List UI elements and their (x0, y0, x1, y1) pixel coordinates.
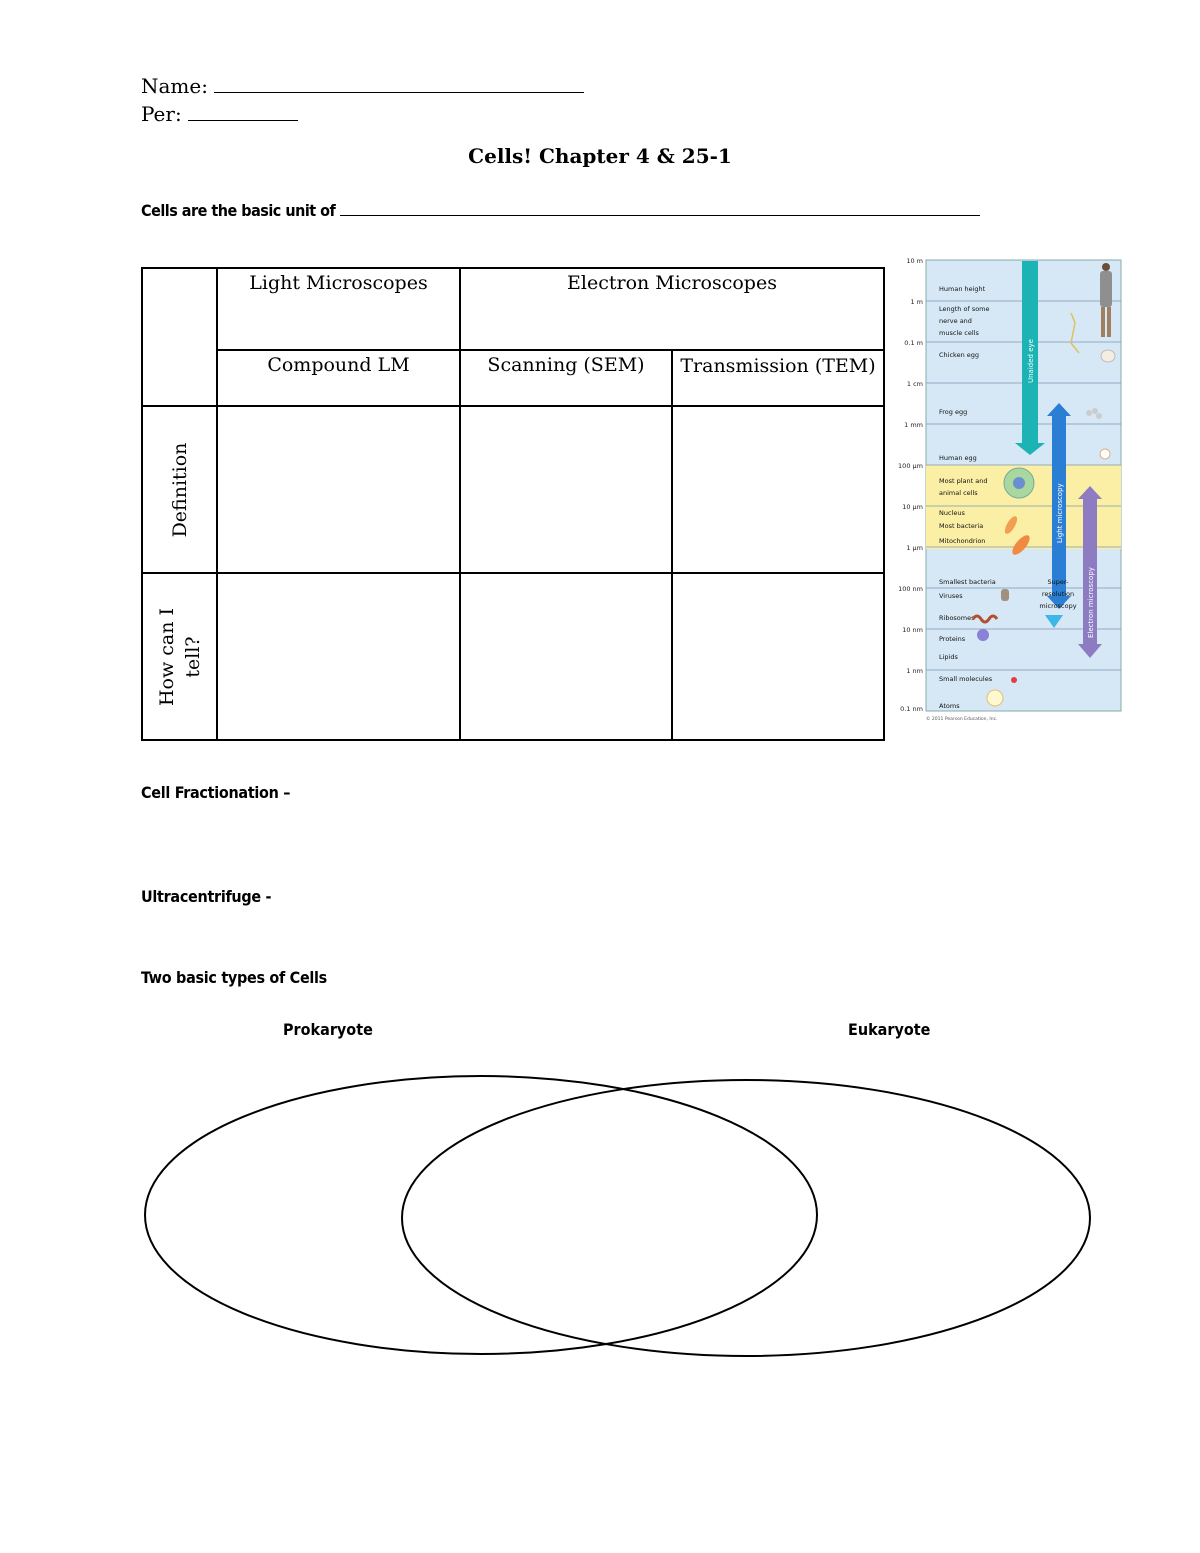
electron-microscopes-header: Electron Microscopes (460, 268, 884, 350)
small-molecule-icon (1011, 677, 1017, 683)
eukaryote-label: Eukaryote (848, 1020, 931, 1039)
item-label: Ribosomes (939, 614, 975, 622)
tick-label: 1 mm (904, 421, 923, 429)
page-title: Cells! Chapter 4 & 25-1 (468, 144, 732, 168)
super-label-line: resolution (1041, 590, 1075, 598)
tick-label: 0.1 m (904, 339, 923, 347)
period-field[interactable] (141, 102, 298, 126)
venn-diagram (0, 1060, 1200, 1380)
atom-icon (987, 690, 1003, 706)
human-egg-icon (1100, 449, 1110, 459)
name-field[interactable] (141, 74, 584, 98)
definition-compound-cell[interactable] (217, 406, 460, 573)
item-label: Frog egg (939, 408, 968, 416)
cell-fractionation-heading: Cell Fractionation – (141, 783, 291, 802)
item-label: Most plant and (939, 477, 988, 485)
tick-label: 1 µm (906, 544, 923, 552)
item-label: Nucleus (939, 509, 965, 517)
tell-compound-cell[interactable] (217, 573, 460, 740)
protein-icon (977, 629, 989, 641)
item-label: Smallest bacteria (939, 578, 996, 586)
light-microscopes-header: Light Microscopes (217, 268, 460, 350)
item-label: muscle cells (939, 329, 979, 337)
tell-label-line1: How can I (155, 607, 178, 706)
tell-sem-cell[interactable] (460, 573, 672, 740)
compound-lm-header: Compound LM (217, 350, 460, 406)
item-label: Human height (939, 285, 986, 293)
definition-row-label (142, 406, 217, 573)
definition-label: Definition (168, 442, 191, 537)
basic-unit-blank[interactable] (340, 201, 980, 216)
item-label: animal cells (939, 489, 978, 497)
ultracentrifuge-heading: Ultracentrifuge - (141, 887, 272, 906)
basic-unit-prompt: Cells are the basic unit of (141, 201, 336, 220)
item-label: Atoms (939, 702, 960, 710)
size-scale-figure (893, 253, 1125, 728)
name-label: Name: (141, 74, 208, 98)
super-label-line: microscopy (1039, 602, 1077, 610)
tick-label: 10 nm (902, 626, 923, 634)
tick-label: 10 µm (902, 503, 923, 511)
corner-cell (142, 268, 217, 406)
definition-tem-cell[interactable] (672, 406, 884, 573)
unaided-label: Unaided eye (1027, 339, 1035, 383)
tick-label: 100 µm (898, 462, 923, 470)
item-label: Lipids (939, 653, 958, 661)
prokaryote-label: Prokaryote (283, 1020, 373, 1039)
chicken-egg-icon (1101, 350, 1115, 362)
virus-icon (1001, 589, 1009, 601)
nucleus-icon (1013, 477, 1025, 489)
sem-header: Scanning (SEM) (460, 350, 672, 406)
item-label: nerve and (939, 317, 972, 325)
tick-label: 10 m (906, 257, 923, 265)
item-label: Mitochondrion (939, 537, 986, 545)
definition-sem-cell[interactable] (460, 406, 672, 573)
prokaryote-circle[interactable] (145, 1076, 817, 1354)
item-label: Chicken egg (939, 351, 980, 359)
item-label: Human egg (939, 454, 977, 462)
item-label: Length of some (939, 305, 990, 313)
super-label-line: Super- (1047, 578, 1069, 586)
tell-row-label (142, 573, 217, 740)
tell-label (154, 607, 206, 705)
tick-label: 100 nm (898, 585, 923, 593)
scale-ticks (898, 257, 923, 713)
name-blank[interactable] (214, 74, 584, 93)
basic-unit-question (141, 201, 980, 220)
tick-label: 1 m (910, 298, 923, 306)
tick-label: 1 nm (906, 667, 923, 675)
light-label: Light microscopy (1056, 483, 1064, 543)
item-label: Proteins (939, 635, 966, 643)
tem-header: Transmission (TEM) (672, 350, 884, 406)
tick-label: 0.1 nm (900, 705, 923, 713)
item-label: Small molecules (939, 675, 993, 683)
item-label: Most bacteria (939, 522, 984, 530)
tick-label: 1 cm (906, 380, 923, 388)
two-types-heading: Two basic types of Cells (141, 968, 327, 987)
tell-label-line2: tell? (181, 635, 204, 678)
electron-label: Electron microscopy (1087, 567, 1095, 638)
copyright-text: © 2011 Pearson Education, Inc. (926, 717, 998, 722)
period-blank[interactable] (188, 102, 298, 121)
microscope-table (141, 267, 885, 741)
item-label: Viruses (939, 592, 963, 600)
period-label: Per: (141, 102, 182, 126)
eukaryote-circle[interactable] (402, 1080, 1090, 1356)
tell-tem-cell[interactable] (672, 573, 884, 740)
